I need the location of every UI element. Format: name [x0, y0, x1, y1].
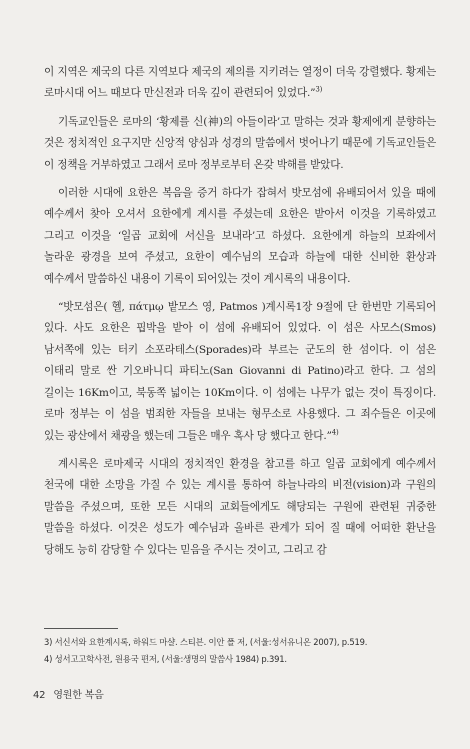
page-number: 42 [33, 690, 46, 701]
paragraph-4 [44, 297, 436, 447]
paragraph-5 [44, 454, 436, 561]
running-title: 영원한 복음 [53, 690, 104, 701]
page-footer [33, 686, 104, 701]
paragraph-1 [44, 62, 436, 105]
paragraph-text: 계시록은 로마제국 시대의 정치적인 환경을 참고를 하고 일곱 교회에게 예수께서 천국에 대한 소망을 가질 수 있는 계시를 통하여 하늘나라의 비전(vision)과 구원의 말씀을 주셨으며, 또한 모든 시대의 교회들에게도 해당되는 구원에 관련된 귀중한 말씀을 하셨다. 이것은 성도가 예수님과 올바른 관계가 되어 질 때에 어떠한 환난을 당해도 능히 감당할 수 있다는 믿음을 주시는 것이고, 그리고 감 [44, 457, 436, 556]
paragraph-text: “밧모섬은( 헬, πάτμῳ 밭모스 영, Patmos )계시록1장 9절에 단 한번만 기록되어 있다. 사도 요한은 핍박을 받아 이 섬에 유배되어 있었다. 이 섬은 사모스(Smos) 남서쪽에 있는 터키 소포라테스(Sporades)라 부르는 군도의 한 섬이다. 이 섬은 이태리 말로 싼 기오바니디 파티노(San Giovanni di Patino)라고 한다. 그 섬의 길이는 16Km이고, 북동쪽 넓이는 10Km이다. 이 섬에는 나무가 없는 것이 특징이다. 로마 정부는 이 섬을 범죄한 자들을 보내는 형무소로 사용했다. 그 죄수들은 이곳에 있는 광산에서 채광을 했는데 그들은 매우 혹사 당 했다고 한다.” [44, 301, 436, 442]
footnote-4: 4) 성서고고학사전, 원용국 편저, (서울:생명의 말씀사 1984) p.391. [44, 654, 287, 664]
footnote-divider [44, 628, 118, 629]
footnotes [44, 634, 436, 668]
footnote-reference: 3) [315, 85, 323, 94]
paragraph-3 [44, 183, 436, 290]
paragraph-2 [44, 112, 436, 176]
paragraph-text: 기독교인들은 로마의 ‘황제를 신(神)의 아들이라’고 말하는 것과 황제에게 분향하는 것은 정치적인 요구지만 신앙적 양심과 성경의 말씀에서 벗어나기 때문에 기독교인들은 이 정책을 거부하였고 그래서 로마 정부로부터 온갖 박해를 받았다. [44, 115, 436, 171]
footnote-reference: 4) [331, 427, 339, 436]
paragraph-text: 이 지역은 제국의 다른 지역보다 제국의 제의를 지키려는 열정이 더욱 강렬했다. 황제는 로마시대 어느 때보다 만신전과 더욱 깊이 관련되어 있었다.” [44, 66, 436, 100]
body-text [44, 62, 436, 568]
footnote-3: 3) 서신서와 요한계시록, 하워드 마샬. 스티븐. 이안 폴 저, (서울:성서유니온 2007), p.519. [44, 637, 368, 647]
paragraph-text: 이러한 시대에 요한은 복음을 증거 하다가 잡혀서 밧모섬에 유배되어서 있을 때에 예수께서 찾아 오셔서 요한에게 계시를 주셨는데 요한은 받아서 이것을 기록하였고 그리고 이것을 ‘일곱 교회에 서신을 보내라’고 하셨다. 요한에게 하늘의 보좌에서 놀라운 광경을 보여 주셨고, 요한이 예수님의 모습과 하늘에 대한 신비한 환상과 예수께서 말씀하신 내용이 기록이 되어있는 것이 계시록의 내용이다. [44, 187, 436, 285]
